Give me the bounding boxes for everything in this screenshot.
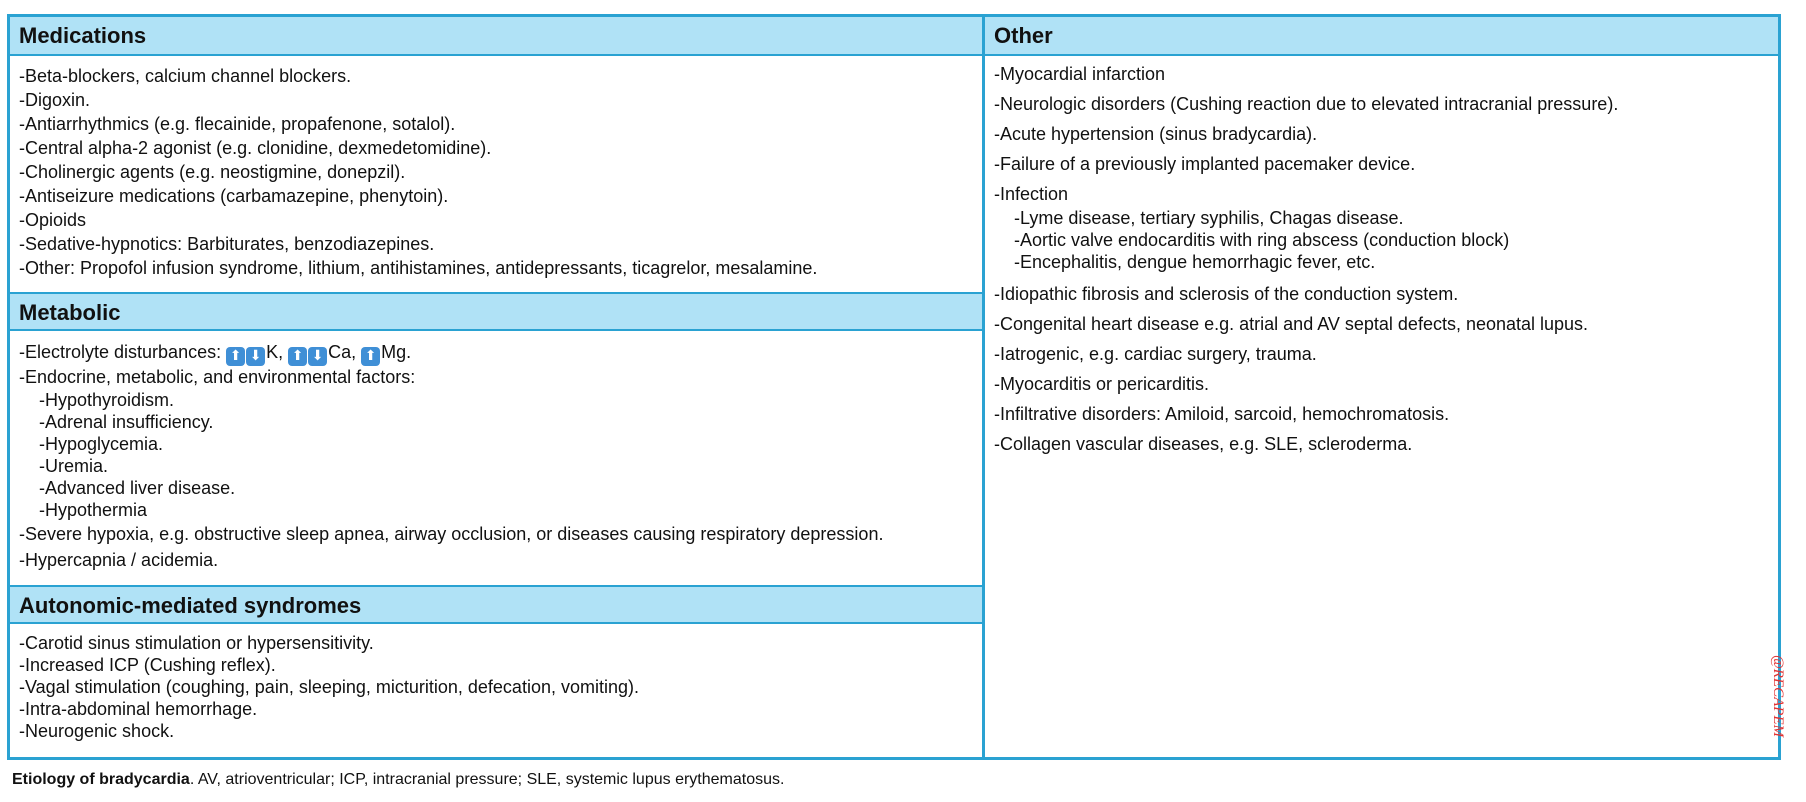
list-item: -Iatrogenic, e.g. cardiac surgery, trauma. [994,344,1317,364]
list-item: -Hypercapnia / acidemia. [19,550,219,570]
right-column [985,17,1778,757]
list-item: -Myocardial infarction [994,64,1166,84]
autonomic-list [10,624,982,757]
list-item: -Endocrine, metabolic, and environmental factors: [19,367,416,387]
list-item: -Congenital heart disease e.g. atrial and AV septal defects, neonatal lupus. [994,314,1589,334]
metabolic-list [10,331,982,585]
figure-caption [12,770,784,790]
list-item: -Infection [994,184,1069,204]
sub-list-item: -Uremia. [39,456,109,476]
list-item: -Myocarditis or pericarditis. [994,374,1210,394]
up-arrow-icon: ⬆ [288,347,307,366]
metabolic-header: Metabolic [10,292,982,331]
up-arrow-icon: ⬆ [361,347,380,366]
list-item: -Beta-blockers, calcium channel blockers. [19,66,352,86]
list-item: -Increased ICP (Cushing reflex). [19,655,276,675]
other-list [985,56,1778,461]
potassium-label: K, [266,342,284,362]
list-item: -Antiseizure medications (carbamazepine, phenytoin). [19,186,449,206]
sub-list-item: -Hypothermia [39,500,148,520]
medications-header: Medications [10,17,982,56]
autonomic-header: Autonomic-mediated syndromes [10,585,982,624]
list-item: -Sedative-hypnotics: Barbiturates, benzodiazepines. [19,234,435,254]
sub-list-item: -Adrenal insufficiency. [39,412,214,432]
sub-list-item: -Advanced liver disease. [39,478,236,498]
list-item: -Antiarrhythmics (e.g. flecainide, propafenone, sotalol). [19,114,456,134]
sub-list-item: -Aortic valve endocarditis with ring abscess (conduction block) [1014,230,1510,250]
sub-list-item: -Lyme disease, tertiary syphilis, Chagas disease. [1014,208,1404,228]
list-item: -Other: Propofol infusion syndrome, lithium, antihistamines, antidepressants, ticagrelor, mesalamine. [19,258,818,278]
watermark: @RECAPEM [1770,655,1786,738]
calcium-label: Ca, [328,342,357,362]
list-item: -Carotid sinus stimulation or hypersensitivity. [19,633,374,653]
up-arrow-icon: ⬆ [226,347,245,366]
list-item: -Cholinergic agents (e.g. neostigmine, donepzil). [19,162,406,182]
list-item: -Severe hypoxia, e.g. obstructive sleep apnea, airway occlusion, or diseases causing respiratory depression. [19,524,884,544]
caption-title: Etiology of bradycardia [12,771,190,788]
list-item: -Neurologic disorders (Cushing reaction due to elevated intracranial pressure). [994,94,1619,114]
etiology-table [7,14,1781,760]
list-item: -Digoxin. [19,90,91,110]
medications-list [10,56,982,292]
list-item: -Acute hypertension (sinus bradycardia). [994,124,1318,144]
down-arrow-icon: ⬇ [308,347,327,366]
sub-list-item: -Hypoglycemia. [39,434,164,454]
list-item: -Intra-abdominal hemorrhage. [19,699,258,719]
electrolyte-prefix: -Electrolyte disturbances: [19,342,227,362]
other-header: Other [985,17,1778,56]
sub-list-item: -Hypothyroidism. [39,390,175,410]
left-column [10,17,985,757]
list-item: -Idiopathic fibrosis and sclerosis of the conduction system. [994,284,1459,304]
electrolyte-item [19,339,973,365]
magnesium-label: Mg. [381,342,412,362]
list-item: -Failure of a previously implanted pacemaker device. [994,154,1416,174]
list-item: -Infiltrative disorders: Amiloid, sarcoid, hemochromatosis. [994,404,1450,424]
down-arrow-icon: ⬇ [246,347,265,366]
list-item: -Collagen vascular diseases, e.g. SLE, scleroderma. [994,434,1413,454]
caption-text: . AV, atrioventricular; ICP, intracranial pressure; SLE, systemic lupus erythematosus. [189,771,785,788]
list-item: -Vagal stimulation (coughing, pain, sleeping, micturition, defecation, vomiting). [19,677,639,697]
list-item: -Central alpha-2 agonist (e.g. clonidine, dexmedetomidine). [19,138,492,158]
list-item: -Neurogenic shock. [19,721,175,741]
sub-list-item: -Encephalitis, dengue hemorrhagic fever, etc. [1014,252,1376,272]
list-item: -Opioids [19,210,87,230]
